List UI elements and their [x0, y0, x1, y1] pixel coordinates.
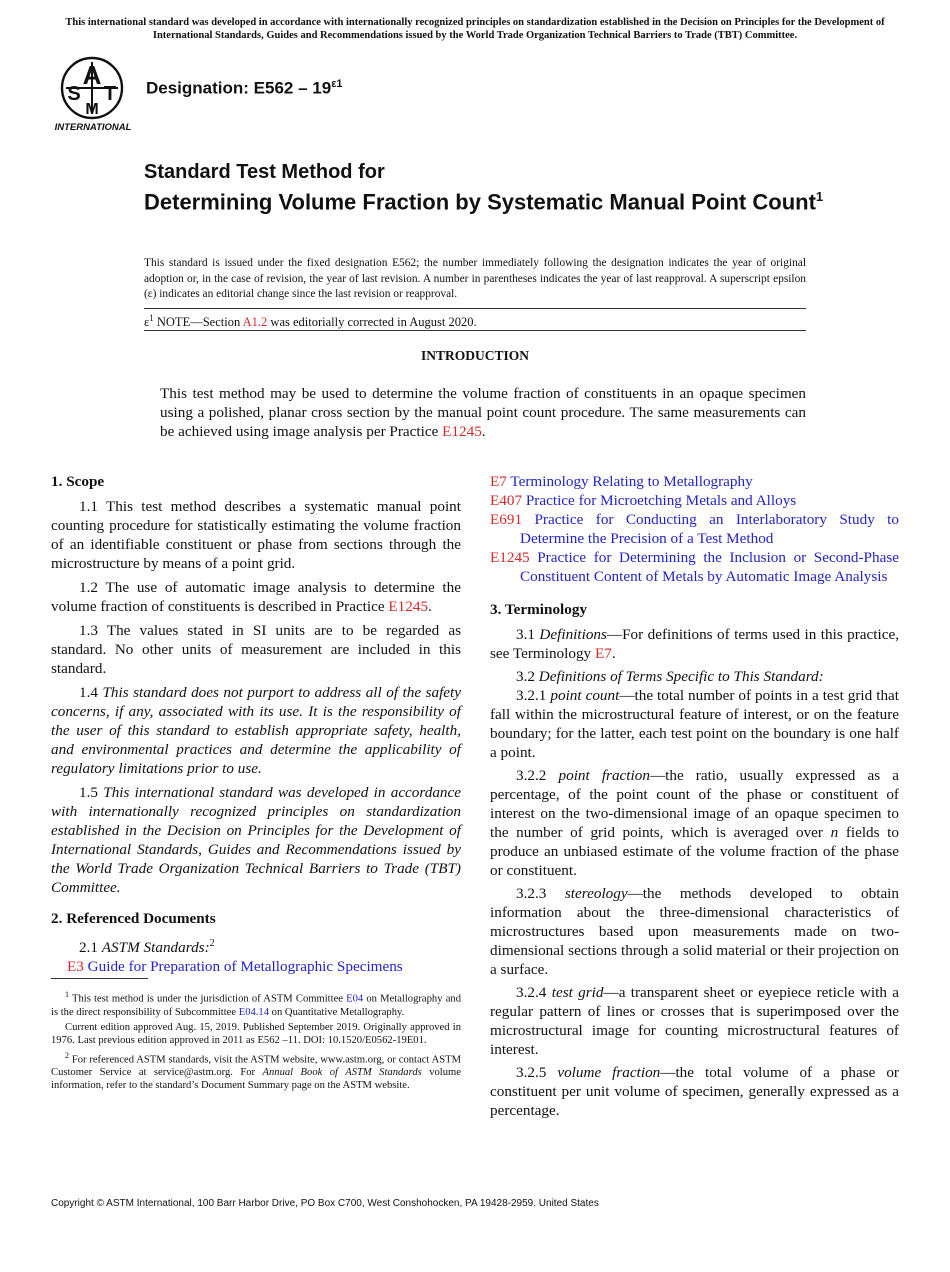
- ref-item-e7: [490, 472, 899, 491]
- paragraph-1-2: 1.2 The use of automatic image analysis to determine the volume fraction of constituents is described in Practice E1245.: [51, 579, 461, 615]
- designation-label: Designation: E562 – 19: [146, 78, 332, 98]
- ref-title-link[interactable]: Practice for Conducting an Interlaboratory Study to Determine the Precision of a Test Method: [520, 511, 899, 547]
- e1245-link[interactable]: E1245: [388, 598, 429, 615]
- paragraph-1-3: 1.3 The values stated in SI units are to be regarded as standard. No other units of measurement are included in this standard.: [51, 622, 461, 677]
- copyright-notice: Copyright © ASTM International, 100 Barr Harbor Drive, PO Box C700, West Conshohocken, PA 19428-2959. United States: [51, 1198, 599, 1209]
- paragraph-3-2: 3.2 Definitions of Terms Specific to This Standard:: [516, 668, 824, 685]
- section-heading-scope: 1. Scope: [51, 473, 105, 490]
- paragraph-1-4: 1.4 This standard does not purport to address all of the safety concerns, if any, associated with its use. It is the responsibility of the user of this standard to establish appropriate safety, health, and environmental practices and determine the applicability of regulatory limitations prior to use.: [51, 684, 462, 777]
- ref-title-link[interactable]: Practice for Microetching Metals and Alloys: [522, 492, 797, 509]
- svg-text:S: S: [67, 83, 81, 105]
- ref-item-e691: [490, 510, 899, 548]
- ref-code-link[interactable]: E407: [490, 492, 523, 509]
- section-heading-terminology: 3. Terminology: [490, 601, 588, 618]
- ref-item-e3: [67, 957, 461, 976]
- e04-link[interactable]: E04: [346, 993, 364, 1005]
- definition-stereology: 3.2.3 stereology—the methods developed to obtain information about the three-dimensional characteristics of microstructures based upon measurements made on two-dimensional sections through a solid material or their projection on a surface.: [490, 885, 899, 978]
- logo-text: INTERNATIONAL: [54, 122, 132, 133]
- e04-14-link[interactable]: E04.14: [238, 1006, 270, 1018]
- title-line1: Standard Test Method for: [144, 161, 385, 183]
- page-title: [144, 160, 824, 215]
- ref-item-e1245: [490, 548, 899, 586]
- paragraph-1-1: 1.1 This test method describes a systematic manual point counting procedure for statistically estimating the volume fraction of an identifiable constituent or phase from sections through the microstructure by means of a point grid.: [51, 498, 461, 572]
- footnote-2: $^2$ For referenced ASTM standards, visit the ASTM website, www.astm.org, or contact ASTM Customer Service at service@astm.org. For Annual Book of ASTM Standards volume information, refer to the standard’s Document Summary page on the ASTM website.: [51, 1050, 462, 1092]
- divider: [144, 308, 806, 309]
- ref-title-link[interactable]: Practice for Determining the Inclusion or Second-Phase Constituent Content of Metals by Automatic Image Analysis: [520, 549, 899, 585]
- paragraph-3-1: 3.1 Definitions—For definitions of terms used in this practice, see Terminology E7.: [490, 626, 900, 662]
- ref-title-link[interactable]: Guide for Preparation of Metallographic Specimens: [83, 958, 403, 976]
- e7-link[interactable]: E7: [594, 645, 612, 662]
- svg-text:A: A: [82, 60, 102, 90]
- section-a1-2-link[interactable]: A1.2: [242, 315, 268, 330]
- introduction-heading: INTRODUCTION: [420, 348, 529, 363]
- definition-volume-fraction: 3.2.5 volume fraction—the total volume of a phase or constituent per unit volume of specimen, generally expressed as a percentage.: [490, 1064, 899, 1119]
- ref-code-link[interactable]: E1245: [490, 549, 530, 566]
- footnote-edition: Current edition approved Aug. 15, 2019. Published September 2019. Originally approved in 1976. Last previous edition approved in 2011 as E562 –11. DOI: 10.1520/E0562-19E01.: [51, 1021, 461, 1046]
- svg-text:M: M: [85, 101, 99, 118]
- definition-point-fraction: 3.2.2 point fraction—the ratio, usually expressed as a percentage, of the point count of the phase or constituent of interest on the two-dimensional image of an opaque specimen to the number of grid points, which is averaged over n fields to produce an unbiased estimate of the volume fraction of the phase or constituent.: [490, 767, 900, 879]
- issued-note: This standard is issued under the fixed designation E562; the number immediately following the designation indicates the year of original adoption or, in the case of revision, the year of last revision. A number in parentheses indicates the year of last reapproval. A superscript epsilon (ε) indicates an editorial change since the last revision or reapproval.: [144, 257, 806, 300]
- ref-title-link[interactable]: Terminology Relating to Metallography: [506, 473, 753, 490]
- definition-point-count: 3.2.1 point count—the total number of points in a test grid that fall within the microstructural feature of interest, or on the feature boundary; for the latter, each test point on the boundary is one half a point.: [490, 687, 900, 761]
- divider: [144, 330, 806, 331]
- astm-logo: [52, 56, 136, 134]
- epsilon-note: $\varepsilon^1$ NOTE—Section A1.2 was editorially corrected in August 2020.: [144, 313, 477, 330]
- paragraph-1-5: 1.5 This international standard was developed in accordance with internationally recognized principles on standardization established in the Decision on Principles for the Development of International Standards, Guides and Recommendations issued by the World Trade Organization Technical Barriers to Trade (TBT) Committee.: [51, 784, 462, 896]
- designation-superscript: ε1: [331, 78, 343, 90]
- right-column: [490, 472, 899, 1124]
- left-column: [51, 472, 462, 976]
- ref-item-e407: [490, 491, 899, 510]
- definition-test-grid: 3.2.4 test grid—a transparent sheet or eyepiece reticle with a regular pattern of lines or crosses that is superimposed over the microstructural image for counting microstructural features of interest.: [490, 984, 900, 1058]
- ref-code-link[interactable]: E7: [490, 473, 507, 490]
- footnote-1: $^1$ This test method is under the jurisdiction of ASTM Committee E04 on Metallography and is the direct responsibility of Subcommittee E04.14 on Quantitative Metallography.: [51, 990, 461, 1018]
- ref-code-link[interactable]: E691: [490, 511, 523, 528]
- footnote-divider: [51, 978, 148, 979]
- ref-code-link[interactable]: E3: [67, 958, 84, 976]
- paragraph-2-1: 2.1 ASTM Standards:$^2$: [79, 938, 215, 957]
- title-footnote-mark: 1: [815, 189, 824, 204]
- title-line2: Determining Volume Fraction by Systematic Manual Point Count: [144, 189, 816, 215]
- introduction-text: This test method may be used to determine the volume fraction of constituents in an opaque specimen using a polished, planar cross section by the manual point count procedure. The same measurements can be achieved using image analysis per Practice E1245.: [160, 385, 806, 440]
- designation: [146, 78, 343, 99]
- section-heading-referenced-documents: 2. Referenced Documents: [51, 910, 216, 927]
- footnotes: [51, 988, 461, 1094]
- e1245-link[interactable]: E1245: [442, 423, 482, 440]
- svg-text:T: T: [103, 83, 117, 105]
- top-notice: This international standard was developed in accordance with internationally recognized principles on standardization established in the Decision on Principles for the Development of International Standards, Guides and Recommendations issued by the World Trade Organization Technical Barriers to Trade (TBT) Committee.: [65, 17, 885, 41]
